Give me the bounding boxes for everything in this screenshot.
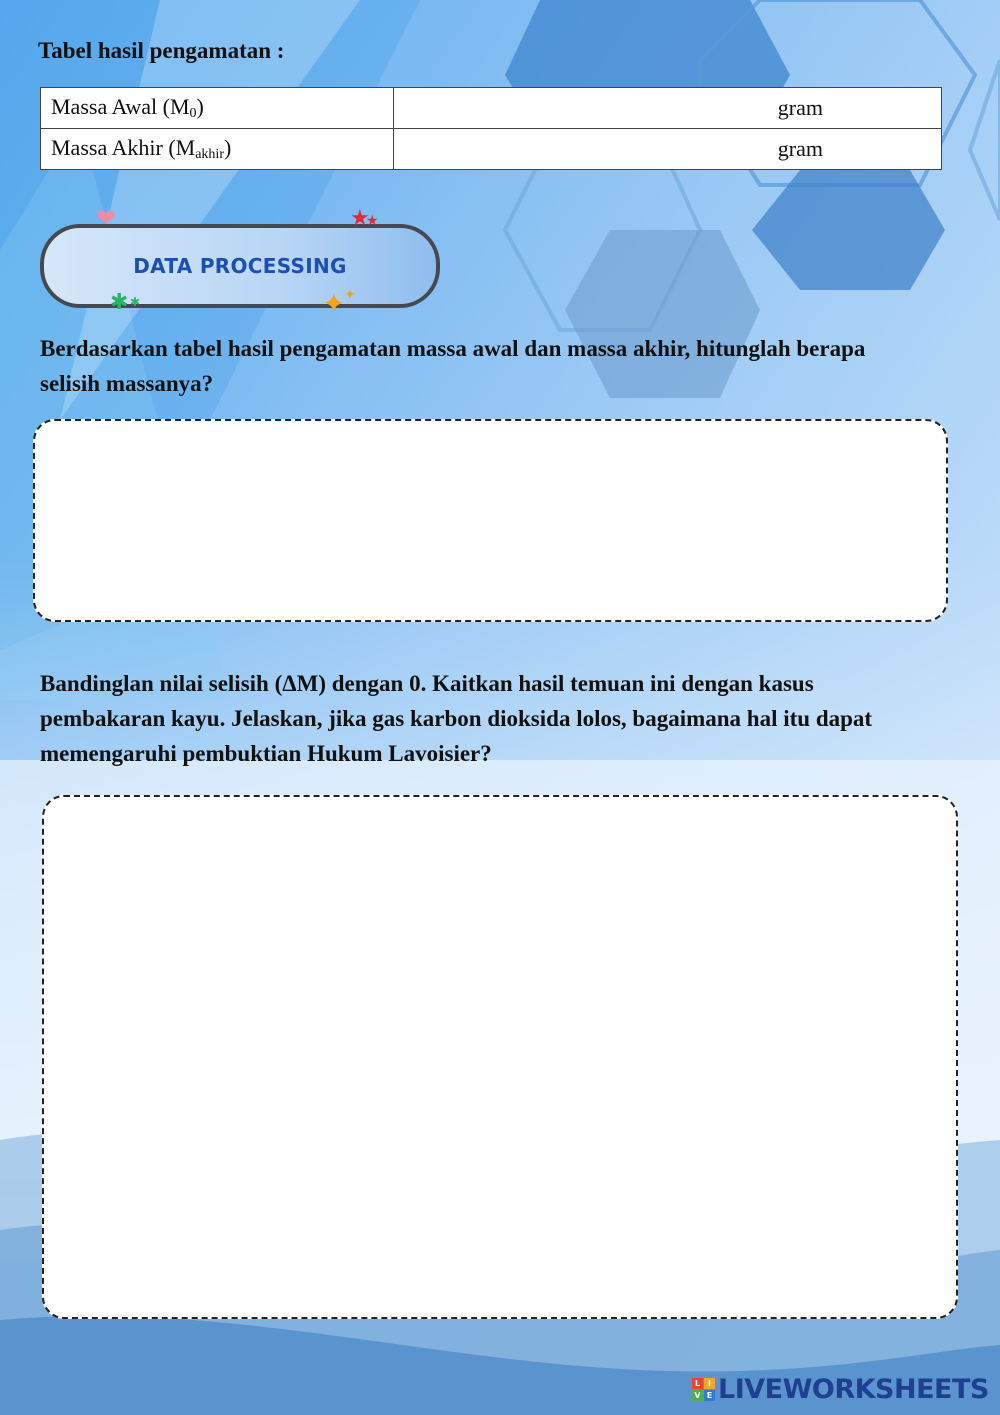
brand-text: LIVEWORKSHEETS xyxy=(718,1374,989,1405)
initial-mass-cell[interactable] xyxy=(394,88,942,129)
question-1: Berdasarkan tabel hasil pengamatan massa awal dan massa akhir, hitunglah berapa selisih massanya? xyxy=(40,336,866,396)
answer-box-1[interactable] xyxy=(33,419,948,622)
unit-label: gram xyxy=(777,136,823,161)
answer-box-2[interactable] xyxy=(42,795,958,1319)
stars-icon: ★ xyxy=(366,213,379,229)
logo-tile: L xyxy=(692,1378,703,1389)
table-row xyxy=(41,129,942,170)
table-title: Tabel hasil pengamatan : xyxy=(38,38,285,63)
heart-icon: ❤ xyxy=(96,204,117,232)
question-2: Bandinglan nilai selisih (ΔM) dengan 0. Kaitkan hasil temuan ini dengan kasus pembakaran kayu. Jelaskan, jika gas karbon dioksida lolos, bagaimana hal itu dapat memengaruhi pembuktian Hukum Lavoisier? xyxy=(40,671,873,766)
section-badge-label: DATA PROCESSING xyxy=(133,254,347,278)
unit-label: gram xyxy=(777,95,823,120)
brand-logo xyxy=(692,1374,989,1405)
final-mass-input[interactable] xyxy=(732,136,772,162)
section-badge xyxy=(40,204,440,320)
final-mass-cell[interactable] xyxy=(394,129,942,170)
logo-tile: V xyxy=(692,1390,703,1401)
row-label-final-mass: Massa Akhir $(M_{akhir})$ xyxy=(41,129,394,170)
initial-mass-input[interactable] xyxy=(732,95,772,121)
logo-icon xyxy=(692,1378,715,1401)
sparkle-icon: ✱ xyxy=(130,295,141,309)
logo-tile: E xyxy=(704,1390,715,1401)
sparkle-icon: ✦ xyxy=(322,287,346,320)
row-label-initial-mass: Massa Awal $(M_0)$ xyxy=(41,88,394,129)
stars-icon: ★ xyxy=(350,206,370,231)
observation-table xyxy=(40,87,942,170)
sparkle-icon: ✦ xyxy=(344,287,356,303)
logo-tile: I xyxy=(704,1378,715,1389)
table-row xyxy=(41,88,942,129)
sparkle-icon: ✱ xyxy=(110,290,129,315)
